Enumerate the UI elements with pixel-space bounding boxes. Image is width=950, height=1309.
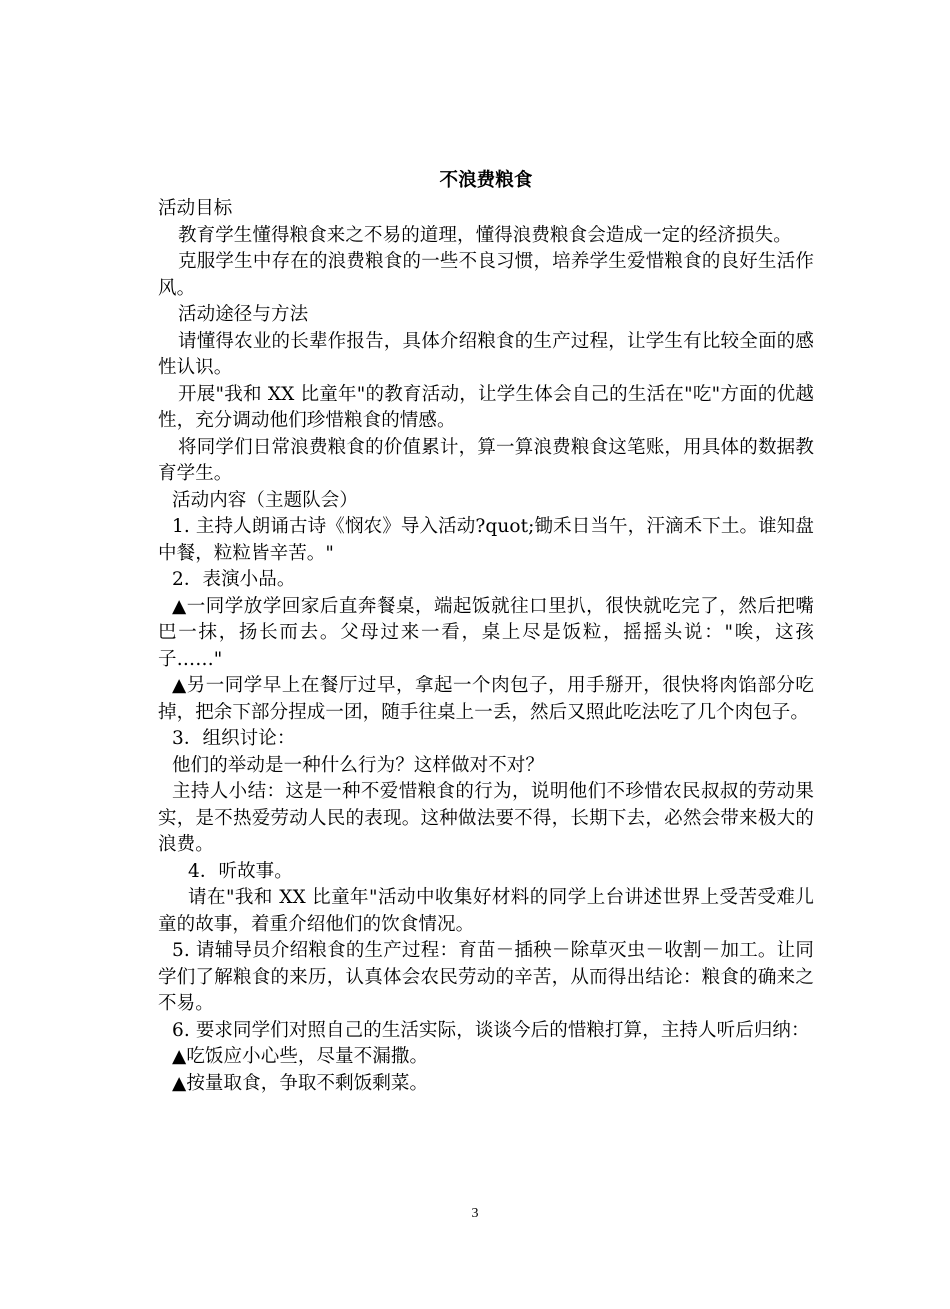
paragraph-skit-2: ▲另一同学早上在餐厅过早，拿起一个肉包子，用手掰开，很快将肉馅部分吃掉，把余下部分捏成一团，随手往桌上一丢，然后又照此吃法吃了几个肉包子。	[158, 675, 814, 723]
heading-activity-methods: 活动途径与方法	[178, 304, 309, 325]
paragraph-item-3: 3．组织讨论：	[172, 728, 296, 749]
paragraph-story: 请在"我和 XX 比童年"活动中收集好材料的同学上台讲述世界上受苦受难儿童的故事，着重介绍他们的饮食情况。	[158, 887, 814, 935]
paragraph-item-6: 6. 要求同学们对照自己的生活实际，谈谈今后的惜粮打算，主持人听后归纳：	[172, 1019, 810, 1041]
document-body	[158, 168, 814, 1097]
heading-activity-goals: 活动目标	[158, 198, 233, 219]
paragraph-item-2: 2．表演小品。	[172, 569, 296, 590]
heading-activity-content: 活动内容（主题队会）	[172, 489, 359, 511]
paragraph-item-4: 4．听故事。	[188, 860, 293, 882]
paragraph-bullet-2: ▲按量取食，争取不剩饭剩菜。	[172, 1072, 429, 1094]
paragraph-goal-2: 克服学生中存在的浪费粮食的一些不良习惯，培养学生爱惜粮食的良好生活作风。	[158, 251, 814, 299]
paragraph-bullet-1: ▲吃饭应小心些，尽量不漏撒。	[172, 1046, 429, 1067]
paragraph-host-summary: 主持人小结：这是一种不爱惜粮食的行为，说明他们不珍惜农民叔叔的劳动果实，是不热爱劳动人民的表现。这种做法要不得，长期下去，必然会带来极大的浪费。	[158, 781, 814, 855]
document-title: 不浪费粮食	[439, 170, 533, 191]
paragraph-skit-1: ▲一同学放学回家后直奔餐桌，端起饭就往口里扒，很快就吃完了，然后把嘴巴一抹，扬长而去。父母过来一看，桌上尽是饭粒，摇摇头说："唉，这孩子……"	[158, 595, 814, 670]
paragraph-goal-1: 教育学生懂得粮食来之不易的道理，懂得浪费粮食会造成一定的经济损失。	[178, 224, 792, 246]
paragraph-item-1: 1. 主持人朗诵古诗《悯农》导入活动?quot;锄禾日当午，汗滴禾下土。谁知盘中餐，粒粒皆辛苦。"	[158, 516, 814, 564]
paragraph-method-2: 开展"我和 XX 比童年"的教育活动，让学生体会自己的生活在"吃"方面的优越性，充分调动他们珍惜粮食的情感。	[158, 383, 814, 431]
page-number: 3	[471, 1206, 479, 1221]
paragraph-item-5: 5. 请辅导员介绍粮食的生产过程：育苗－插秧－除草灭虫－收割－加工。让同学们了解粮食的来历，认真体会农民劳动的辛苦，从而得出结论：粮食的确来之不易。	[158, 940, 814, 1014]
paragraph-method-3: 将同学们日常浪费粮食的价值累计，算一算浪费粮食这笔账，用具体的数据教育学生。	[158, 436, 814, 484]
paragraph-discussion-question: 他们的举动是一种什么行为？这样做对不对？	[172, 754, 545, 776]
paragraph-method-1: 请懂得农业的长辈作报告，具体介绍粮食的生产过程，让学生有比较全面的感性认识。	[158, 330, 814, 378]
